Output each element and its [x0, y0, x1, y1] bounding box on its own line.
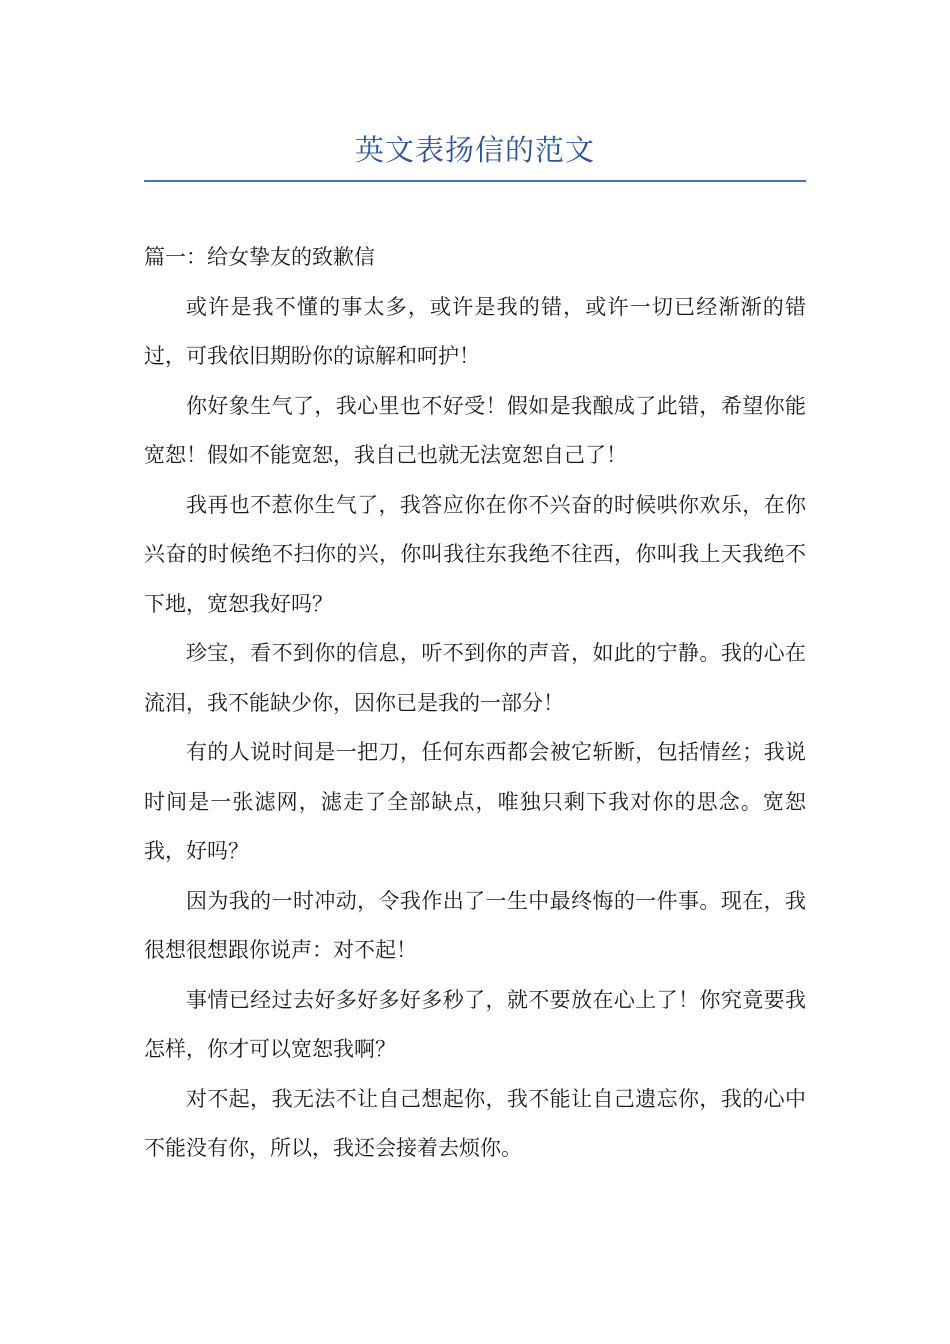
- title-underline-rule: [144, 180, 806, 182]
- body-paragraph: 珍宝，看不到你的信息，听不到你的声音，如此的宁静。我的心在流泪，我不能缺少你，因你已是我的一部分！: [144, 641, 806, 715]
- body-paragraph: 对不起，我无法不让自己想起你，我不能让自己遗忘你，我的心中不能没有你，所以，我还会接着去烦你。: [144, 1086, 806, 1160]
- body-paragraph: 有的人说时间是一把刀，任何东西都会被它斩断，包括情丝；我说时间是一张滤网，滤走了全部缺点，唯独只剩下我对你的思念。宽恕我，好吗？: [144, 740, 806, 863]
- body-paragraph: 我再也不惹你生气了，我答应你在你不兴奋的时候哄你欢乐，在你兴奋的时候绝不扫你的兴，你叫我往东我绝不往西，你叫我上天我绝不下地，宽恕我好吗？: [144, 492, 806, 616]
- document-title: 英文表扬信的范文: [354, 133, 595, 167]
- document-body: [144, 233, 806, 1174]
- body-paragraph: 因为我的一时冲动，令我作出了一生中最终悔的一件事。现在，我很想很想跟你说声：对不起！: [144, 888, 806, 962]
- body-paragraph: 你好象生气了，我心里也不好受！假如是我酿成了此错，希望你能宽恕！假如不能宽恕，我自己也就无法宽恕自己了！: [144, 393, 806, 467]
- body-paragraph: 事情已经过去好多好多好多秒了，就不要放在心上了！你究竟要我怎样，你才可以宽恕我啊？: [144, 987, 806, 1061]
- section-heading: 篇一：给女挚友的致歉信: [144, 245, 375, 269]
- body-paragraph: 或许是我不懂的事太多，或许是我的错，或许一切已经渐渐的错过，可我依旧期盼你的谅解和呵护！: [144, 294, 806, 368]
